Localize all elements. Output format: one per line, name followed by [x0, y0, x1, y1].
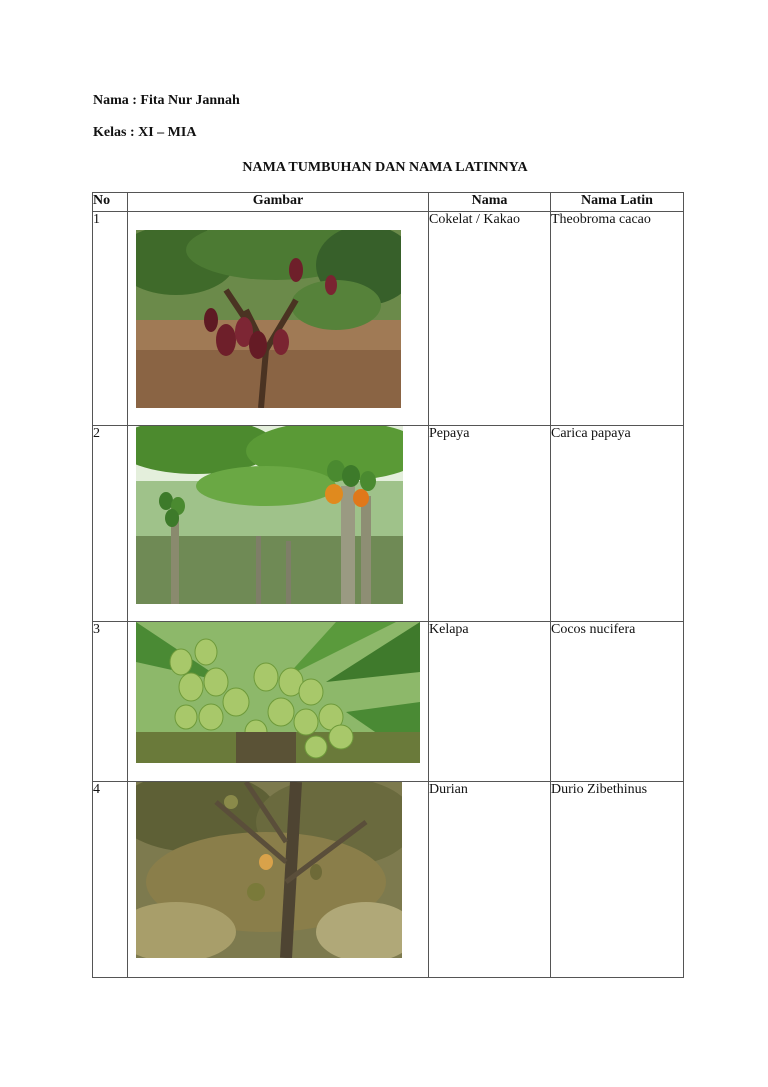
- image-cell: [128, 782, 429, 978]
- plants-table: [92, 192, 684, 978]
- row-number: 3: [93, 622, 128, 782]
- row-number: 2: [93, 426, 128, 622]
- row-number: 4: [93, 782, 128, 978]
- plant-latin-name: Durio Zibethinus: [551, 782, 684, 978]
- coconut-cluster-photo: [136, 622, 420, 763]
- column-header-nama-latin: Nama Latin: [551, 193, 684, 212]
- student-name: Nama : Fita Nur Jannah: [93, 93, 240, 108]
- image-cell: [128, 622, 429, 782]
- table-row: [93, 426, 684, 622]
- table-row: [93, 622, 684, 782]
- student-class: Kelas : XI – MIA: [93, 125, 197, 140]
- papaya-trees-photo: [136, 426, 403, 604]
- image-cell: [128, 212, 429, 426]
- plant-latin-name: Theobroma cacao: [551, 212, 684, 426]
- table-row: [93, 782, 684, 978]
- plant-name: Cokelat / Kakao: [429, 212, 551, 426]
- column-header-gambar: Gambar: [128, 193, 429, 212]
- table-row: [93, 212, 684, 426]
- plant-latin-name: Cocos nucifera: [551, 622, 684, 782]
- plant-latin-name: Carica papaya: [551, 426, 684, 622]
- column-header-no: No: [93, 193, 128, 212]
- cacao-tree-photo: [136, 230, 401, 408]
- document-title: NAMA TUMBUHAN DAN NAMA LATINNYA: [242, 160, 528, 175]
- image-cell: [128, 426, 429, 622]
- plant-name: Pepaya: [429, 426, 551, 622]
- durian-tree-photo: [136, 782, 402, 958]
- row-number: 1: [93, 212, 128, 426]
- table-header-row: [93, 193, 684, 212]
- plant-name: Durian: [429, 782, 551, 978]
- column-header-nama: Nama: [429, 193, 551, 212]
- plant-name: Kelapa: [429, 622, 551, 782]
